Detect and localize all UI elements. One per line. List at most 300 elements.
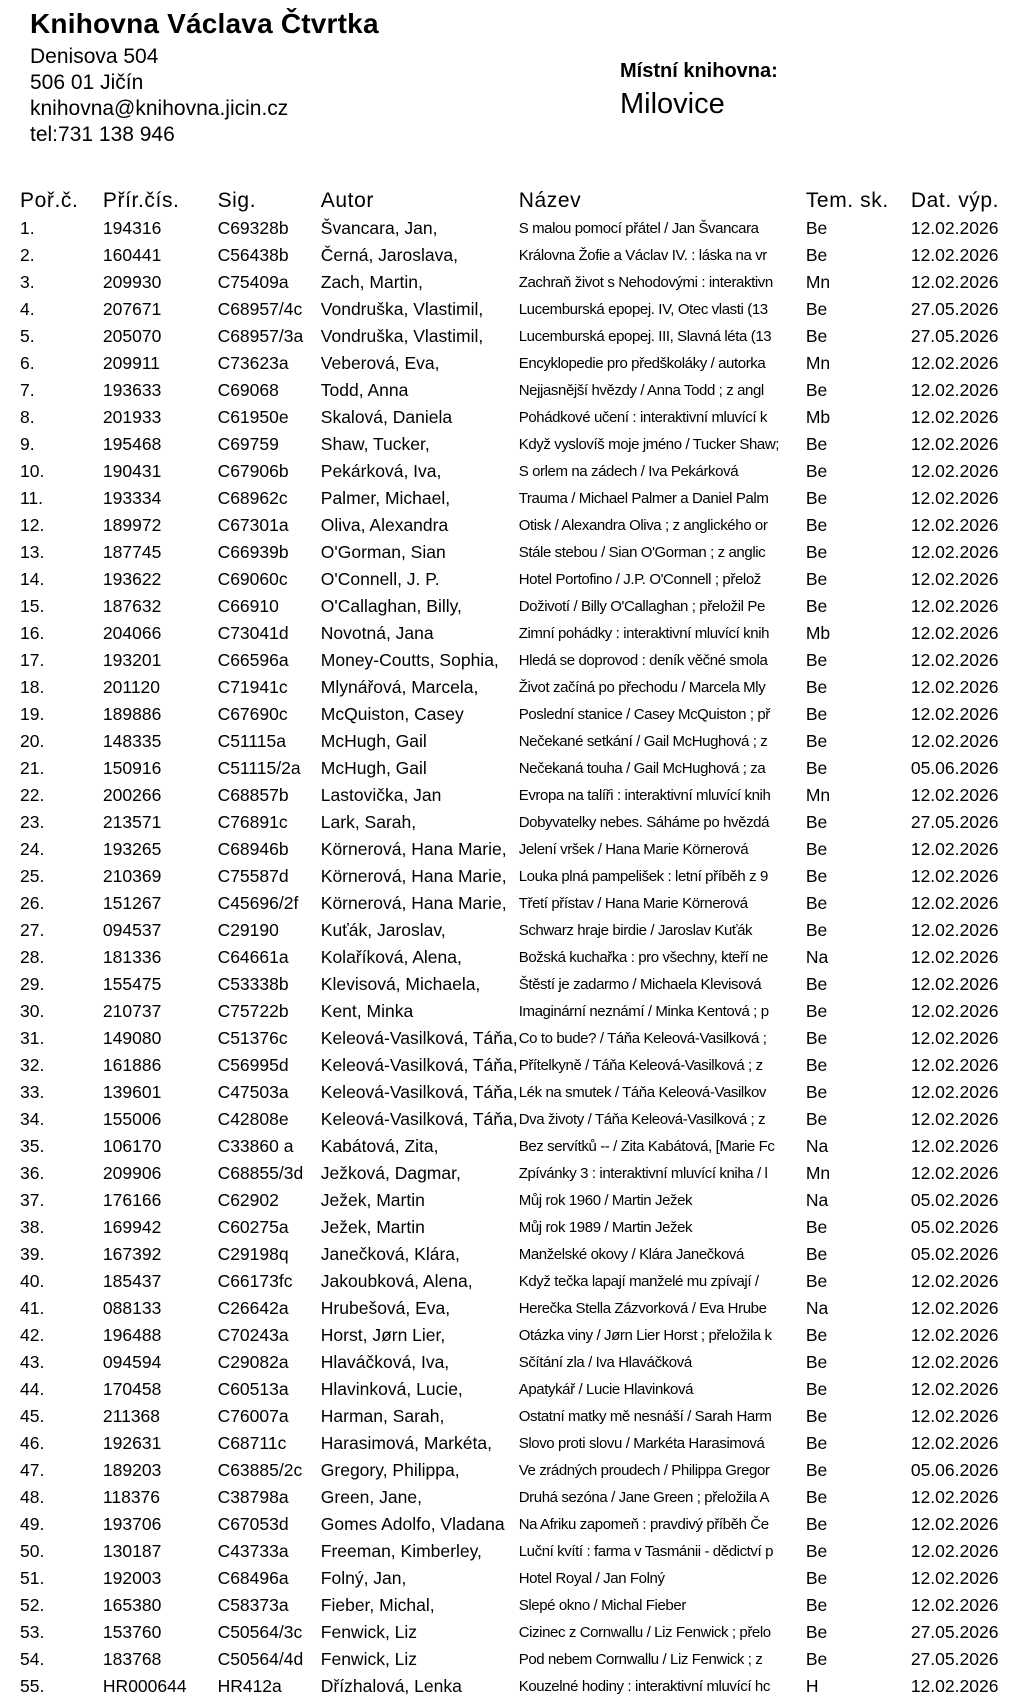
table-row [20, 269, 1020, 296]
cell-accession: 201933 [102, 407, 162, 427]
cell-loan-date: 05.02.2026 [910, 1217, 999, 1237]
cell-accession: 200266 [102, 785, 162, 805]
library-street: Denisova 504 [30, 45, 159, 68]
cell-theme-group: Be [805, 1595, 828, 1615]
cell-loan-date: 12.02.2026 [910, 920, 999, 940]
cell-title: Přítelkyně / Táňa Keleová-Vasilková ; z [518, 1057, 763, 1074]
cell-accession: 193706 [102, 1514, 162, 1534]
cell-title: Slovo proti slovu / Markéta Harasimová [518, 1435, 765, 1452]
cell-loan-date: 12.02.2026 [910, 731, 999, 751]
cell-theme-group: Be [805, 1460, 828, 1480]
cell-signature: C70243a [217, 1325, 289, 1345]
col-header-title: Název [518, 189, 582, 212]
cell-signature: C67053d [217, 1514, 289, 1534]
table-row [20, 377, 1020, 404]
cell-signature: C75409a [217, 272, 289, 292]
cell-accession: HR000644 [102, 1676, 187, 1696]
cell-signature: C60275a [217, 1217, 289, 1237]
table-row [20, 1484, 1020, 1511]
cell-order: 38. [20, 1217, 45, 1237]
cell-accession: 193622 [102, 569, 162, 589]
cell-signature: C50564/3c [217, 1622, 303, 1642]
cell-theme-group: Be [805, 1541, 828, 1561]
table-row [20, 1241, 1020, 1268]
cell-signature: C73623a [217, 353, 289, 373]
cell-title: Trauma / Michael Palmer a Daniel Palm [518, 490, 769, 507]
cell-signature: C38798a [217, 1487, 289, 1507]
cell-title: Dobyvatelky nebes. Sáháme po hvězdá [518, 814, 770, 831]
cell-order: 12. [20, 515, 45, 535]
cell-theme-group: Be [805, 1433, 828, 1453]
cell-loan-date: 12.02.2026 [910, 1271, 999, 1291]
cell-title: Stále stebou / Sian O'Gorman ; z anglic [518, 544, 766, 561]
cell-loan-date: 12.02.2026 [910, 1568, 999, 1588]
cell-author: Fenwick, Liz [320, 1622, 418, 1642]
cell-theme-group: Be [805, 1001, 828, 1021]
cell-order: 24. [20, 839, 45, 859]
cell-accession: 192003 [102, 1568, 162, 1588]
cell-author: Hlavinková, Lucie, [320, 1379, 463, 1399]
table-row [20, 296, 1020, 323]
table-row [20, 1430, 1020, 1457]
cell-theme-group: Mn [805, 1163, 831, 1183]
cell-loan-date: 05.06.2026 [910, 1460, 999, 1480]
table-row [20, 215, 1020, 242]
cell-order: 49. [20, 1514, 45, 1534]
cell-loan-date: 12.02.2026 [910, 1676, 999, 1696]
cell-title: Třetí přístav / Hana Marie Körnerová [518, 895, 748, 912]
cell-author: Mlynářová, Marcela, [320, 677, 479, 697]
cell-title: Doživotí / Billy O'Callaghan ; přeložil Pe [518, 598, 765, 615]
cell-author: Lastovička, Jan [320, 785, 442, 805]
cell-author: O'Connell, J. P. [320, 569, 440, 589]
cell-signature: C43733a [217, 1541, 289, 1561]
cell-title: Královna Žofie a Václav IV. : láska na vr [518, 247, 767, 264]
cell-theme-group: Be [805, 650, 828, 670]
col-header-accession: Přír.čís. [102, 189, 180, 212]
cell-theme-group: Mn [805, 272, 831, 292]
cell-signature: C67906b [217, 461, 289, 481]
cell-title: Pohádkové učení : interaktivní mluvící k [518, 409, 768, 426]
cell-order: 31. [20, 1028, 45, 1048]
table-row [20, 458, 1020, 485]
cell-title: Božská kuchařka : pro všechny, kteří ne [518, 949, 768, 966]
cell-accession: 209906 [102, 1163, 162, 1183]
cell-loan-date: 12.02.2026 [910, 893, 999, 913]
table-row [20, 1619, 1020, 1646]
cell-theme-group: Be [805, 1622, 828, 1642]
cell-theme-group: Be [805, 1325, 828, 1345]
cell-order: 20. [20, 731, 45, 751]
table-row [20, 917, 1020, 944]
cell-order: 2. [20, 245, 35, 265]
cell-signature: C68962c [217, 488, 288, 508]
cell-accession: 189886 [102, 704, 162, 724]
cell-signature: C50564/4d [217, 1649, 304, 1669]
cell-order: 25. [20, 866, 45, 886]
table-row [20, 323, 1020, 350]
cell-author: McQuiston, Casey [320, 704, 464, 724]
cell-author: Novotná, Jana [320, 623, 434, 643]
table-row [20, 1538, 1020, 1565]
cell-loan-date: 12.02.2026 [910, 596, 999, 616]
cell-accession: 167392 [102, 1244, 162, 1264]
cell-order: 6. [20, 353, 35, 373]
cell-signature: C69068 [217, 380, 279, 400]
cell-accession: 153760 [102, 1622, 162, 1642]
cell-signature: C73041d [217, 623, 289, 643]
cell-accession: 195468 [102, 434, 162, 454]
table-row [20, 674, 1020, 701]
cell-title: Zachraň život s Nehodovými : interaktivn [518, 274, 773, 291]
cell-accession: 094537 [102, 920, 162, 940]
cell-signature: C68855/3d [217, 1163, 304, 1183]
cell-loan-date: 12.02.2026 [910, 974, 999, 994]
cell-title: Hledá se doprovod : deník věčné smola [518, 652, 768, 669]
cell-title: Cizinec z Cornwallu / Liz Fenwick ; přelo [518, 1624, 771, 1641]
table-row [20, 944, 1020, 971]
cell-signature: C33860 a [217, 1136, 294, 1156]
cell-author: Körnerová, Hana Marie, [320, 893, 507, 913]
cell-author: Hrubešová, Eva, [320, 1298, 451, 1318]
loans-table-header [20, 187, 1020, 215]
cell-order: 11. [20, 488, 44, 508]
cell-order: 23. [20, 812, 45, 832]
cell-accession: 187632 [102, 596, 162, 616]
cell-accession: 130187 [102, 1541, 162, 1561]
table-row [20, 350, 1020, 377]
table-row [20, 1268, 1020, 1295]
cell-order: 8. [20, 407, 35, 427]
cell-order: 36. [20, 1163, 45, 1183]
cell-signature: C66939b [217, 542, 289, 562]
cell-loan-date: 12.02.2026 [910, 839, 999, 859]
cell-signature: C67690c [217, 704, 288, 724]
cell-author: Folný, Jan, [320, 1568, 407, 1588]
cell-signature: C29190 [217, 920, 279, 940]
cell-theme-group: Be [805, 1082, 828, 1102]
cell-title: Jelení vršek / Hana Marie Körnerová [518, 841, 749, 858]
cell-order: 21. [20, 758, 45, 778]
cell-theme-group: Na [805, 1136, 829, 1156]
cell-author: Kabátová, Zita, [320, 1136, 439, 1156]
cell-theme-group: H [805, 1676, 819, 1696]
cell-signature: C45696/2f [217, 893, 299, 913]
cell-order: 52. [20, 1595, 45, 1615]
cell-theme-group: Mb [805, 623, 831, 643]
cell-author: Fieber, Michal, [320, 1595, 435, 1615]
branch-label: Místní knihovna: [620, 60, 778, 82]
cell-theme-group: Be [805, 920, 828, 940]
table-row [20, 593, 1020, 620]
cell-title: Bez servítků -- / Zita Kabátová, [Marie Fc [518, 1138, 775, 1155]
cell-signature: C66910 [217, 596, 279, 616]
cell-accession: 190431 [102, 461, 162, 481]
table-row [20, 1295, 1020, 1322]
cell-author: Todd, Anna [320, 380, 409, 400]
table-row [20, 836, 1020, 863]
cell-accession: 193201 [102, 650, 162, 670]
cell-order: 16. [20, 623, 45, 643]
cell-accession: 209911 [102, 353, 161, 373]
cell-theme-group: Na [805, 947, 829, 967]
cell-loan-date: 27.05.2026 [910, 326, 999, 346]
loans-table [20, 187, 1020, 1700]
cell-accession: 155475 [102, 974, 162, 994]
cell-signature: C51115/2a [217, 758, 301, 778]
cell-loan-date: 12.02.2026 [910, 1325, 999, 1345]
cell-theme-group: Mn [805, 785, 831, 805]
cell-loan-date: 05.06.2026 [910, 758, 999, 778]
cell-author: Kent, Minka [320, 1001, 414, 1021]
cell-accession: 189203 [102, 1460, 162, 1480]
cell-signature: HR412a [217, 1676, 282, 1696]
cell-author: Körnerová, Hana Marie, [320, 839, 507, 859]
cell-accession: 201120 [102, 677, 161, 697]
table-row [20, 1322, 1020, 1349]
table-row [20, 1079, 1020, 1106]
cell-title: Štěstí je zadarmo / Michaela Klevisová [518, 976, 762, 993]
cell-theme-group: Be [805, 1514, 828, 1534]
cell-author: Gomes Adolfo, Vladana [320, 1514, 505, 1534]
cell-author: Fenwick, Liz [320, 1649, 418, 1669]
cell-author: Shaw, Tucker, [320, 434, 430, 454]
cell-loan-date: 12.02.2026 [910, 1352, 999, 1372]
cell-author: McHugh, Gail [320, 758, 427, 778]
cell-title: Sčítání zla / Iva Hlaváčková [518, 1354, 692, 1371]
cell-accession: 169942 [102, 1217, 162, 1237]
cell-author: Körnerová, Hana Marie, [320, 866, 507, 886]
cell-accession: 189972 [102, 515, 162, 535]
cell-theme-group: Be [805, 569, 828, 589]
table-row [20, 863, 1020, 890]
cell-author: Freeman, Kimberley, [320, 1541, 482, 1561]
cell-theme-group: Be [805, 1244, 828, 1264]
table-row [20, 1106, 1020, 1133]
cell-author: Keleová-Vasilková, Táňa, [320, 1055, 518, 1075]
cell-title: Hotel Royal / Jan Folný [518, 1570, 665, 1587]
cell-loan-date: 05.02.2026 [910, 1190, 999, 1210]
cell-accession: 150916 [102, 758, 162, 778]
cell-loan-date: 12.02.2026 [910, 623, 999, 643]
cell-order: 32. [20, 1055, 45, 1075]
cell-signature: C56995d [217, 1055, 289, 1075]
col-header-theme-group: Tem. sk. [805, 189, 889, 212]
cell-signature: C71941c [217, 677, 288, 697]
cell-accession: 210369 [102, 866, 162, 886]
cell-title: Ostatní matky mě nesnáší / Sarah Harm [518, 1408, 772, 1425]
cell-title: Nečekaná touha / Gail McHughová ; za [518, 760, 766, 777]
cell-author: Zach, Martin, [320, 272, 423, 292]
cell-title: Dva životy / Táňa Keleová-Vasilková ; z [518, 1111, 766, 1128]
cell-order: 1. [20, 218, 35, 238]
cell-loan-date: 12.02.2026 [910, 407, 999, 427]
cell-accession: 181336 [102, 947, 162, 967]
cell-signature: C61950e [217, 407, 289, 427]
cell-order: 39. [20, 1244, 45, 1264]
cell-accession: 192631 [102, 1433, 162, 1453]
cell-order: 7. [20, 380, 35, 400]
cell-accession: 106170 [102, 1136, 162, 1156]
cell-signature: C62902 [217, 1190, 279, 1210]
cell-loan-date: 05.02.2026 [910, 1244, 999, 1264]
cell-order: 54. [20, 1649, 45, 1669]
cell-loan-date: 12.02.2026 [910, 245, 999, 265]
cell-loan-date: 12.02.2026 [910, 1514, 999, 1534]
cell-author: Horst, Jørn Lier, [320, 1325, 446, 1345]
cell-signature: C47503a [217, 1082, 289, 1102]
cell-loan-date: 12.02.2026 [910, 785, 999, 805]
cell-signature: C75587d [217, 866, 289, 886]
cell-loan-date: 12.02.2026 [910, 1433, 999, 1453]
cell-loan-date: 27.05.2026 [910, 299, 999, 319]
table-row [20, 1511, 1020, 1538]
cell-author: Kuťák, Jaroslav, [320, 920, 446, 940]
cell-title: Luční kvítí : farma v Tasmánii - dědictví p [518, 1543, 774, 1560]
cell-accession: 204066 [102, 623, 162, 643]
cell-theme-group: Be [805, 1271, 828, 1291]
cell-signature: C68857b [217, 785, 289, 805]
cell-title: Můj rok 1989 / Martin Ježek [518, 1219, 693, 1236]
cell-theme-group: Be [805, 677, 828, 697]
cell-order: 13. [20, 542, 45, 562]
cell-theme-group: Be [805, 1109, 828, 1129]
cell-order: 14. [20, 569, 45, 589]
table-row [20, 1673, 1020, 1700]
cell-loan-date: 12.02.2026 [910, 1298, 999, 1318]
cell-theme-group: Be [805, 326, 828, 346]
cell-loan-date: 12.02.2026 [910, 380, 999, 400]
cell-accession: 213571 [102, 812, 162, 832]
cell-accession: 148335 [102, 731, 162, 751]
cell-author: O'Gorman, Sian [320, 542, 446, 562]
cell-signature: C60513a [217, 1379, 289, 1399]
cell-title: Hotel Portofino / J.P. O'Connell ; přelož [518, 571, 761, 588]
cell-order: 41. [20, 1298, 45, 1318]
cell-loan-date: 12.02.2026 [910, 1109, 999, 1129]
cell-order: 9. [20, 434, 35, 454]
cell-theme-group: Be [805, 488, 828, 508]
table-row [20, 890, 1020, 917]
cell-order: 30. [20, 1001, 45, 1021]
cell-author: Money-Coutts, Sophia, [320, 650, 499, 670]
cell-signature: C69060c [217, 569, 288, 589]
cell-title: Zimní pohádky : interaktivní mluvící knih [518, 625, 770, 642]
cell-author: Harasimová, Markéta, [320, 1433, 492, 1453]
cell-signature: C68957/4c [217, 299, 303, 319]
cell-title: Lucemburská epopej. IV, Otec vlasti (13 [518, 301, 768, 318]
cell-author: Keleová-Vasilková, Táňa, [320, 1109, 518, 1129]
cell-title: Život začíná po přechodu / Marcela Mly [518, 679, 766, 696]
cell-author: Harman, Sarah, [320, 1406, 445, 1426]
cell-signature: C66173fc [217, 1271, 293, 1291]
cell-order: 35. [20, 1136, 45, 1156]
cell-order: 45. [20, 1406, 45, 1426]
table-row [20, 1133, 1020, 1160]
cell-accession: 176166 [102, 1190, 162, 1210]
cell-order: 43. [20, 1352, 45, 1372]
cell-loan-date: 12.02.2026 [910, 353, 999, 373]
table-row [20, 701, 1020, 728]
cell-theme-group: Be [805, 1568, 828, 1588]
cell-author: Švancara, Jan, [320, 218, 438, 238]
cell-signature: C66596a [217, 650, 289, 670]
cell-theme-group: Be [805, 461, 828, 481]
table-row [20, 1025, 1020, 1052]
cell-order: 3. [20, 272, 35, 292]
cell-loan-date: 12.02.2026 [910, 1379, 999, 1399]
cell-title: Manželské okovy / Klára Janečková [518, 1246, 744, 1263]
cell-loan-date: 12.02.2026 [910, 1541, 999, 1561]
cell-accession: 193334 [102, 488, 162, 508]
cell-accession: 183768 [102, 1649, 162, 1669]
cell-accession: 210737 [102, 1001, 162, 1021]
cell-author: Vondruška, Vlastimil, [320, 326, 484, 346]
cell-loan-date: 12.02.2026 [910, 488, 999, 508]
table-row [20, 539, 1020, 566]
cell-theme-group: Na [805, 1190, 829, 1210]
library-city: 506 01 Jičín [30, 71, 144, 94]
cell-title: Imaginární neznámí / Minka Kentová ; p [518, 1003, 769, 1020]
cell-title: Nejjasnější hvězdy / Anna Todd ; z angl [518, 382, 764, 399]
cell-author: Gregory, Philippa, [320, 1460, 460, 1480]
cell-author: Ježková, Dagmar, [320, 1163, 461, 1183]
cell-author: Pekárková, Iva, [320, 461, 442, 481]
table-row [20, 1187, 1020, 1214]
cell-loan-date: 12.02.2026 [910, 272, 999, 292]
cell-accession: 193633 [102, 380, 162, 400]
cell-signature: C26642a [217, 1298, 289, 1318]
table-row [20, 998, 1020, 1025]
cell-loan-date: 27.05.2026 [910, 1622, 999, 1642]
cell-order: 50. [20, 1541, 45, 1561]
cell-theme-group: Be [805, 299, 828, 319]
cell-title: Apatykář / Lucie Hlavinková [518, 1381, 694, 1398]
branch-name: Milovice [620, 88, 725, 120]
cell-accession: 170458 [102, 1379, 162, 1399]
cell-theme-group: Be [805, 974, 828, 994]
cell-loan-date: 12.02.2026 [910, 677, 999, 697]
cell-author: Veberová, Eva, [320, 353, 440, 373]
cell-order: 37. [20, 1190, 45, 1210]
cell-theme-group: Be [805, 839, 828, 859]
cell-title: Na Afriku zapomeň : pravdivý příběh Če [518, 1516, 769, 1533]
cell-theme-group: Be [805, 245, 828, 265]
cell-signature: C63885/2c [217, 1460, 303, 1480]
cell-accession: 094594 [102, 1352, 162, 1372]
cell-title: Pod nebem Cornwallu / Liz Fenwick ; z [518, 1651, 763, 1668]
cell-author: Lark, Sarah, [320, 812, 417, 832]
cell-theme-group: Mn [805, 353, 831, 373]
cell-signature: C68711c [217, 1433, 287, 1453]
cell-title: Herečka Stella Zázvorková / Eva Hrube [518, 1300, 767, 1317]
cell-order: 40. [20, 1271, 45, 1291]
cell-author: Keleová-Vasilková, Táňa, [320, 1028, 518, 1048]
cell-signature: C29082a [217, 1352, 289, 1372]
cell-theme-group: Be [805, 1649, 828, 1669]
cell-loan-date: 12.02.2026 [910, 704, 999, 724]
cell-accession: 187745 [102, 542, 162, 562]
cell-theme-group: Be [805, 704, 828, 724]
cell-title: Můj rok 1960 / Martin Ježek [518, 1192, 693, 1209]
cell-order: 5. [20, 326, 35, 346]
cell-order: 27. [20, 920, 45, 940]
cell-signature: C68957/3a [217, 326, 304, 346]
cell-loan-date: 12.02.2026 [910, 947, 999, 967]
cell-order: 19. [20, 704, 45, 724]
table-row [20, 1457, 1020, 1484]
cell-author: Oliva, Alexandra [320, 515, 449, 535]
